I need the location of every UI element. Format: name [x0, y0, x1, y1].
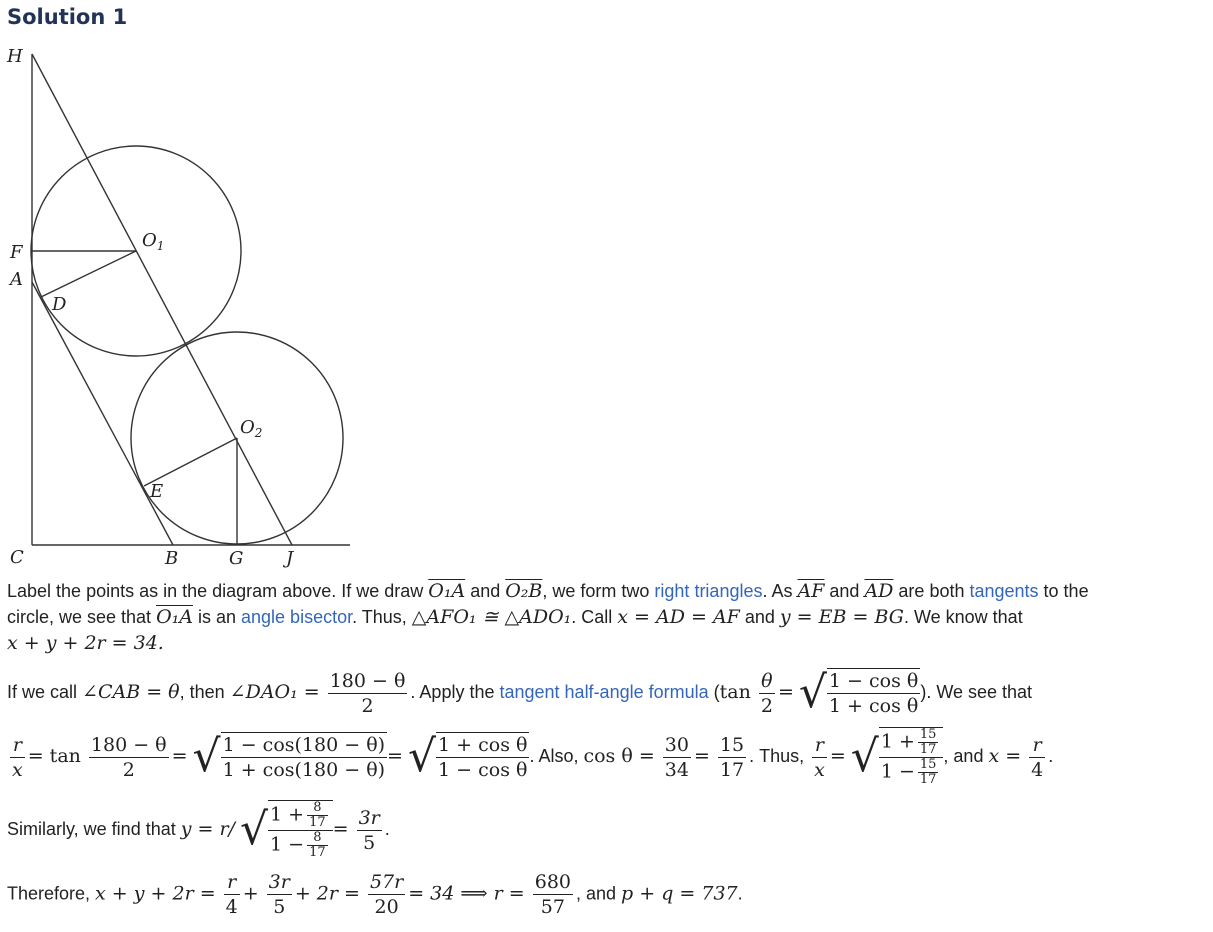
fraction: $\frac{57r}{20}$	[369, 871, 404, 918]
label-E: E	[150, 481, 164, 502]
label-B: B	[165, 548, 179, 569]
label-F: F	[10, 242, 23, 263]
fraction: $\frac{15}{17}$	[719, 733, 745, 781]
fraction: $\frac{680}{57}$	[534, 871, 571, 918]
label-C: C	[10, 547, 24, 568]
label-O1: $O_1$	[142, 230, 165, 253]
fraction: $\frac{3r}{5}$	[268, 871, 290, 918]
fraction: $\frac{3r}{5}$	[358, 806, 380, 854]
label-A: A	[10, 269, 23, 290]
label-O2: $O_2$	[240, 417, 263, 440]
fraction: $\frac{180 - \theta}{2}$	[329, 669, 406, 717]
paragraph-4: Similarly, we find that y = r/ √ 1 + $\frac{8}{17}$ 1 − $\frac{8}{17}$ = $\frac{3r}{5}$ .	[7, 800, 390, 860]
paragraph-5: Therefore, x + y + 2r = $\frac{r}{4}$ + $\frac{3r}{5}$ + 2r = $\frac{57r}{20}$ = 34 ⟹ r = $\frac{680}{57}$ , and p + q = 737.	[7, 871, 743, 918]
paragraph-1-line-2: circle, we see that O₁A is an angle bisector. Thus, △AFO₁ ≅ △ADO₁. Call x = AD = AF and y = EB = BG. We know that	[7, 606, 1023, 628]
paragraph-3: $\frac{r}{x}$ = tan $\frac{180 - \theta}{2}$ = √ $\frac{1 - \cos(180 - \theta)}{1 + \cos(180 - \theta)}$ = √ $\frac{\text{1 + cos θ}}{\text{1 − cos θ}}$ . Also, cos θ = $\frac{30}{34}$ = $\frac{15}{17}$ . Thus, $\frac{r}{x}$ = √ 1 + $\frac{15}{17}$ 1 − $\frac{15}{17}$ , and x = $\frac{r}{4}$ .	[12, 727, 1054, 787]
segment-EO2	[144, 438, 237, 486]
square-root: √ $\frac{\text{1 + cos θ}}{\text{1 − cos θ}}$	[407, 731, 528, 782]
segment-HJ	[32, 54, 292, 545]
label-D: D	[52, 294, 67, 315]
link-tangent-half-angle-formula[interactable]: tangent half-angle formula	[499, 681, 709, 702]
paragraph-1-line-3: x + y + 2r = 34.	[7, 632, 164, 654]
label-J: J	[286, 548, 294, 569]
square-root: √ 1 + $\frac{8}{17}$ 1 − $\frac{8}{17}$	[240, 800, 333, 860]
square-root: √ $\frac{\text{1 − cos θ}}{\text{1 + cos θ}}$	[798, 667, 919, 718]
paragraph-2: If we call ∠CAB = θ, then ∠DAO₁ = $\frac{180 - \theta}{2}$ . Apply the tangent half-angle formula (tan $\frac{\theta}{2}$ = √ $\frac{\text{1 − cos θ}}{\text{1 + cos θ}}$ ). We see that	[7, 667, 1033, 718]
label-H: H	[7, 46, 23, 67]
segment-AB	[32, 282, 173, 545]
fraction: $\frac{180 - \theta}{2}$	[90, 733, 167, 781]
solution-heading: Solution 1	[7, 5, 128, 29]
fraction: $\frac{\theta}{2}$	[760, 669, 773, 717]
link-right-triangles[interactable]: right triangles	[654, 581, 763, 601]
link-angle-bisector[interactable]: angle bisector	[241, 607, 353, 627]
fraction: $\frac{r}{x}$	[12, 733, 23, 781]
paragraph-1-line-1: Label the points as in the diagram above. If we draw O₁A and O₂B, we form two right triangles. As $\overline{AF}$ and $\overline{AD}$ are both tangents to the	[7, 580, 1089, 602]
segment-DO1	[41, 251, 136, 297]
fraction: $\frac{30}{34}$	[664, 733, 689, 781]
fraction: $\frac{r}{4}$	[225, 871, 238, 918]
label-G: G	[229, 548, 244, 569]
fraction: $\frac{r}{4}$	[1031, 733, 1044, 781]
geometry-diagram	[0, 40, 360, 575]
link-tangents[interactable]: tangents	[969, 581, 1039, 601]
square-root: √ $\frac{1 - \cos(180 - \theta)}{1 + \cos(180 - \theta)}$	[192, 731, 386, 782]
fraction: $\frac{r}{x}$	[814, 733, 825, 781]
square-root: √ 1 + $\frac{15}{17}$ 1 − $\frac{15}{17}$	[851, 727, 944, 787]
